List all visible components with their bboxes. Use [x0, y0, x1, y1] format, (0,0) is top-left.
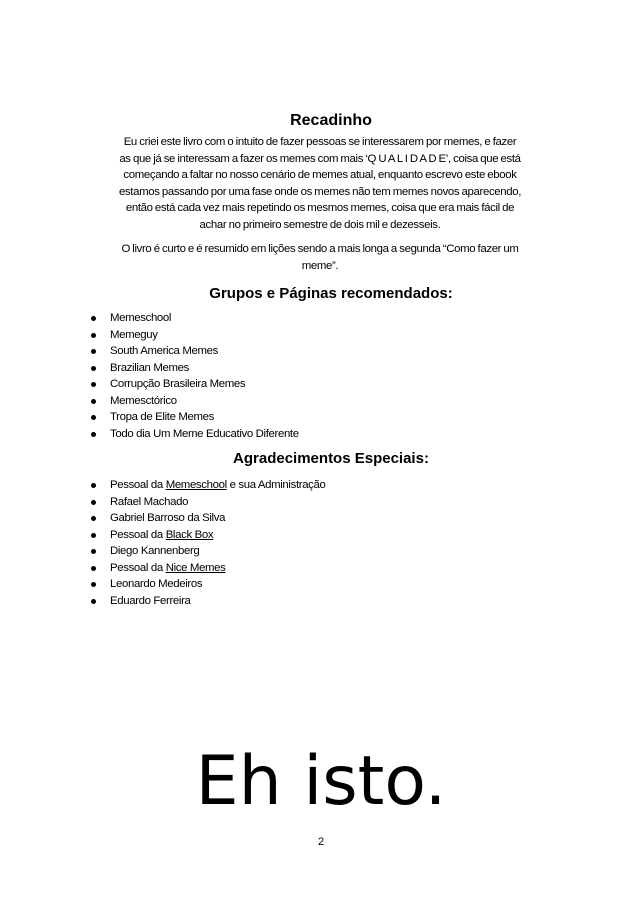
- bullet-icon: [91, 349, 96, 354]
- bullet-icon: [91, 333, 96, 338]
- thanks-heading: Agradecimentos Especiais:: [233, 450, 429, 467]
- groups-list: [88, 310, 299, 442]
- bullet-icon: [91, 399, 96, 404]
- group-name: Memesctórico: [110, 394, 177, 407]
- thanks-text: Pessoal da: [110, 479, 166, 491]
- intro-line: as que já se interessam a fazer os memes com mais ‘Q U A L I D A D E’, coisa que está: [119, 152, 521, 165]
- bullet-icon: [91, 516, 96, 521]
- bullet-icon: [91, 533, 96, 538]
- list-item: [88, 477, 326, 494]
- list-item: [88, 360, 299, 377]
- thanks-text: Leonardo Medeiros: [110, 578, 203, 590]
- bullet-icon: [91, 566, 96, 571]
- thanks-text: Gabriel Barroso da Silva: [110, 512, 226, 524]
- intro-line: estamos passando por uma fase onde os memes não tem memes novos aparecendo,: [118, 185, 522, 198]
- group-name: Brazilian Memes: [110, 361, 189, 374]
- intro-line: começando a faltar no nosso cenário de memes atual, enquanto escrevo este ebook: [123, 169, 517, 181]
- thanks-text: Eduardo Ferreira: [110, 594, 191, 607]
- list-item: [88, 527, 326, 544]
- group-name: Todo dia Um Meme Educativo Diferente: [110, 427, 299, 440]
- list-item: [88, 376, 299, 393]
- thanks-text: Pessoal da: [110, 528, 166, 541]
- list-item: [88, 393, 299, 410]
- list-item: [88, 426, 299, 443]
- summary-line: meme”.: [301, 259, 339, 272]
- thanks-text: Diego Kannenberg: [110, 545, 200, 557]
- list-item: [88, 494, 326, 511]
- group-name: Memeschool: [110, 312, 172, 324]
- memeschool-link[interactable]: Memeschool: [165, 479, 227, 491]
- groups-heading: Grupos e Páginas recomendados:: [209, 285, 453, 302]
- thanks-text: Rafael Machado: [110, 495, 189, 508]
- list-item: [88, 343, 299, 360]
- bullet-icon: [91, 432, 96, 437]
- group-name: Tropa de Elite Memes: [110, 411, 214, 423]
- bullet-icon: [91, 366, 96, 371]
- list-item: [88, 543, 326, 560]
- black-box-link[interactable]: Black Box: [165, 528, 214, 541]
- bullet-icon: [91, 415, 96, 420]
- intro-line: então está cada vez mais repetindo os mesmos memes, coisa que era mais fácil de: [125, 202, 515, 214]
- list-item: [88, 593, 326, 610]
- bullet-icon: [91, 599, 96, 604]
- list-item: [88, 310, 299, 327]
- group-name: South America Memes: [110, 345, 218, 357]
- group-name: Corrupção Brasileira Memes: [110, 378, 246, 390]
- group-name: Memeguy: [110, 328, 158, 341]
- bullet-icon: [91, 582, 96, 587]
- list-item: [88, 327, 299, 344]
- summary-line: O livro é curto e é resumido em lições sendo a mais longa a segunda “Como fazer um: [121, 243, 519, 255]
- page-title: Recadinho: [290, 112, 372, 129]
- bullet-icon: [91, 483, 96, 488]
- nice-memes-link[interactable]: Nice Memes: [165, 561, 226, 574]
- page-number: 2: [317, 836, 325, 848]
- list-item: [88, 576, 326, 593]
- bullet-icon: [91, 382, 96, 387]
- summary-paragraph: [80, 241, 560, 274]
- thanks-list: [88, 477, 326, 609]
- intro-line: achar no primeiro semestre de dois mil e dezesseis.: [199, 218, 441, 231]
- bullet-icon: [91, 500, 96, 505]
- intro-line: Eu criei este livro com o intuito de fazer pessoas se interessarem por memes, e fazer: [123, 136, 517, 148]
- bullet-icon: [91, 316, 96, 321]
- bullet-icon: [91, 549, 96, 554]
- closing-statement: Eh isto.: [195, 742, 447, 821]
- thanks-text: Pessoal da: [110, 561, 166, 574]
- list-item: [88, 409, 299, 426]
- intro-paragraph: [80, 134, 560, 233]
- list-item: [88, 560, 326, 577]
- thanks-text: e sua Administração: [226, 479, 326, 491]
- list-item: [88, 510, 326, 527]
